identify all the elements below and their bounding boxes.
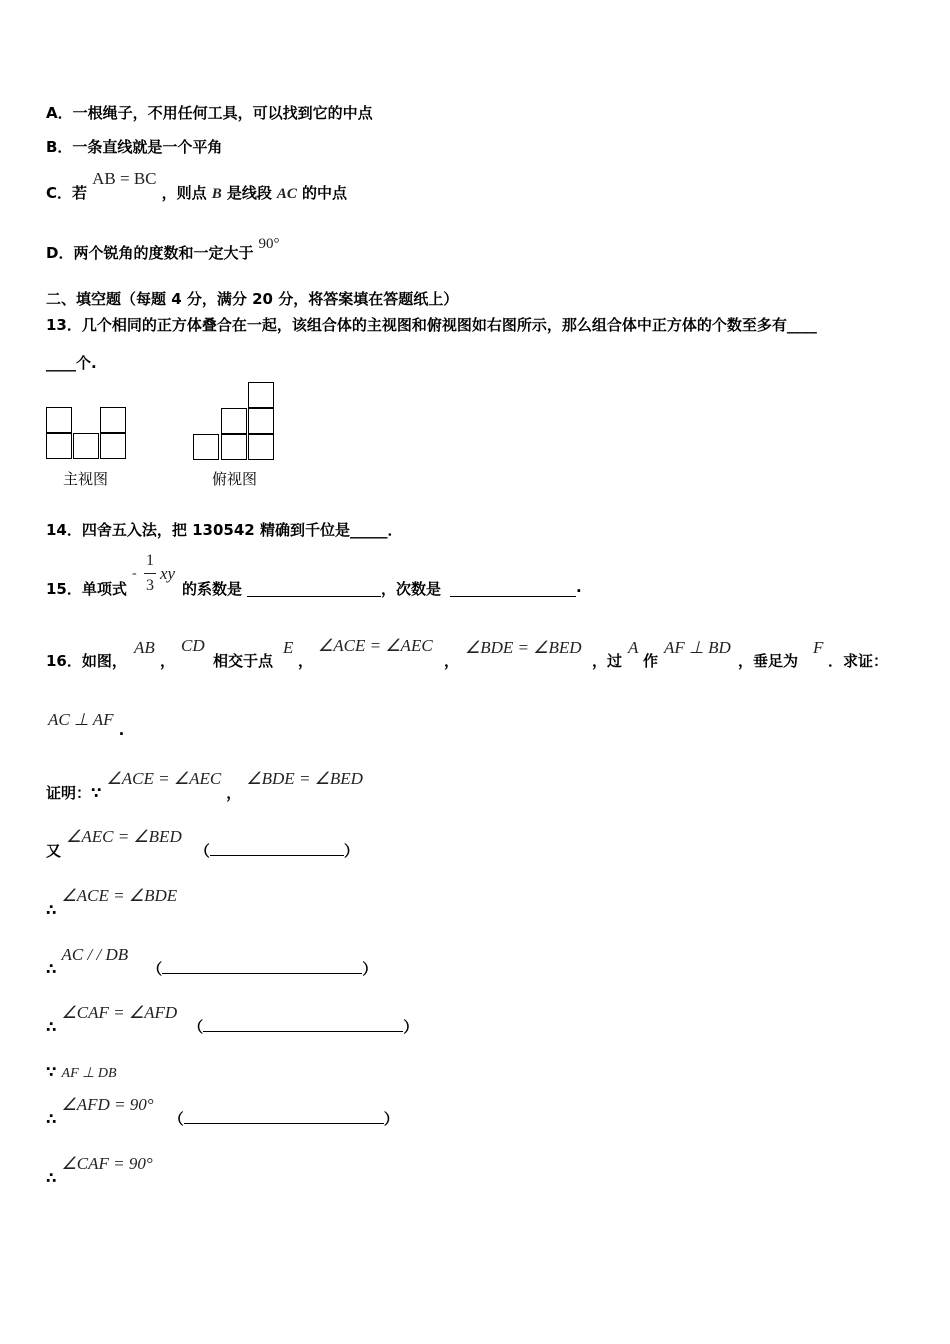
option-c-text1: ，则点 [161,184,207,202]
proof-line-4-prefix: ∴ [46,960,57,978]
q16-prefix: 16．如图， [46,652,127,670]
q16-cd: CD [181,636,205,655]
q16-text5: ．求证： [828,652,889,670]
q15 [46,552,606,600]
q16-text1: 相交于点 [213,652,274,670]
proof-line-5-eq: ∠CAF = ∠AFD [61,1003,178,1022]
front-view-caption: 主视图 [63,470,109,488]
q15-numerator: 1 [146,552,154,569]
proof-line-3-prefix: ∴ [46,901,57,919]
option-c [46,168,348,202]
option-c-equation: AB = BC [92,169,157,188]
proof-line-4-eq: AC / / DB [61,945,129,964]
q15-degree-blank[interactable] [450,582,576,597]
proof-line-7-lparen: （ [168,1110,184,1128]
q16-text2: ，过 [592,652,623,670]
q15-minus: - [132,566,137,581]
q16-comma2: ， [298,652,314,670]
proof-line-1 [46,768,363,802]
proof-line-8-eq: ∠CAF = 90° [61,1154,153,1173]
proof-line-8-prefix: ∴ [46,1169,57,1187]
option-c-prefix: C．若 [46,184,88,202]
option-a: A．一根绳子，不用任何工具，可以找到它的中点 [46,104,373,122]
q16-text3: 作 [643,652,659,670]
q16-angle-eq1: ∠ACE = ∠AEC [318,636,433,655]
q13-line1: 13．几个相同的正方体叠合在一起，该组合体的主视图和俯视图如右图所示，那么组合体中正方体的个数至多有____ [46,316,817,334]
q16-perpendicular: AF ⊥ BD [664,638,731,657]
proof-line-4-rparen: ） [362,960,378,978]
proof-line-6-prefix: ∵ [46,1063,57,1081]
proof-line-3-eq: ∠ACE = ∠BDE [61,886,178,905]
q15-denominator: 3 [146,577,154,594]
proof-line-2 [46,826,359,860]
option-b: B．一条直线就是一个平角 [46,138,223,156]
proof-line-5-rparen: ） [403,1018,419,1036]
q16-point-e: E [283,638,294,657]
proof-line-7-prefix: ∴ [46,1110,57,1128]
q15-coef-label: 的系数是 [182,580,243,598]
q16-ab: AB [134,638,155,657]
q15-degree-label: ，次数是 [381,580,442,598]
q13-line2: ____个. [46,354,97,372]
q16-goal-expression: AC ⊥ AF [48,710,114,729]
proof-line-2-lparen: （ [194,842,210,860]
proof-line-4 [46,944,378,978]
top-view-caption: 俯视图 [212,470,258,488]
q15-coefficient-blank[interactable] [247,582,381,597]
q16-comma1: ， [160,652,176,670]
q15-end: . [576,578,582,596]
q16-goal [48,710,125,739]
proof-reason-blank-4[interactable] [184,1109,384,1124]
proof-line-5-lparen: （ [188,1018,204,1036]
option-c-text2: 是线段 [226,184,272,202]
q16 [46,634,906,674]
q14: 14．四舍五入法，把 130542 精确到千位是_____． [46,521,403,539]
proof-line-5 [46,1002,419,1036]
q15-prefix: 15．单项式 [46,580,127,598]
option-c-point-b: B [211,186,222,202]
proof-reason-blank-1[interactable] [210,841,344,856]
q16-goal-period: . [118,721,125,739]
proof-line-1-eq1: ∠ACE = ∠AEC [106,769,222,788]
proof-line-3 [46,886,178,919]
proof-reason-blank-2[interactable] [162,959,362,974]
proof-reason-blank-3[interactable] [203,1017,403,1032]
proof-line-7-rparen: ） [383,1110,399,1128]
option-c-segment-ac: AC [276,186,297,202]
proof-line-7 [46,1094,399,1128]
proof-given-label: 证明：∵ [46,784,102,802]
q16-comma3: ， [444,652,460,670]
q16-text4: ，垂足为 [738,652,799,670]
proof-line-2-rparen: ） [343,842,359,860]
q15-variables: xy [160,564,176,583]
top-view-diagram [193,382,275,462]
proof-line-4-lparen: （ [147,960,163,978]
proof-line-1-comma: ， [226,784,242,802]
proof-line-5-prefix: ∴ [46,1018,57,1036]
option-d [46,232,280,262]
proof-line-2-eq: ∠AEC = ∠BED [66,827,182,846]
proof-line-1-eq2: ∠BDE = ∠BED [246,769,363,788]
option-d-angle: 90° [258,236,280,252]
option-c-text3: 的中点 [302,184,348,202]
proof-line-7-eq: ∠AFD = 90° [61,1095,154,1114]
section-heading: 二、填空题（每题 4 分，满分 20 分，将答案填在答题纸上） [46,290,459,308]
proof-line-8 [46,1154,153,1187]
proof-line-2-prefix: 又 [46,842,62,860]
proof-line-6 [46,1062,117,1082]
q16-point-a: A [628,638,639,657]
q16-angle-eq2: ∠BDE = ∠BED [465,638,582,657]
option-d-text: D．两个锐角的度数和一定大于 [46,244,254,262]
q15-fraction-bar [144,573,156,574]
proof-line-6-eq: AF ⊥ DB [61,1066,117,1081]
front-view-diagram [46,407,126,461]
q16-point-f: F [813,638,824,657]
